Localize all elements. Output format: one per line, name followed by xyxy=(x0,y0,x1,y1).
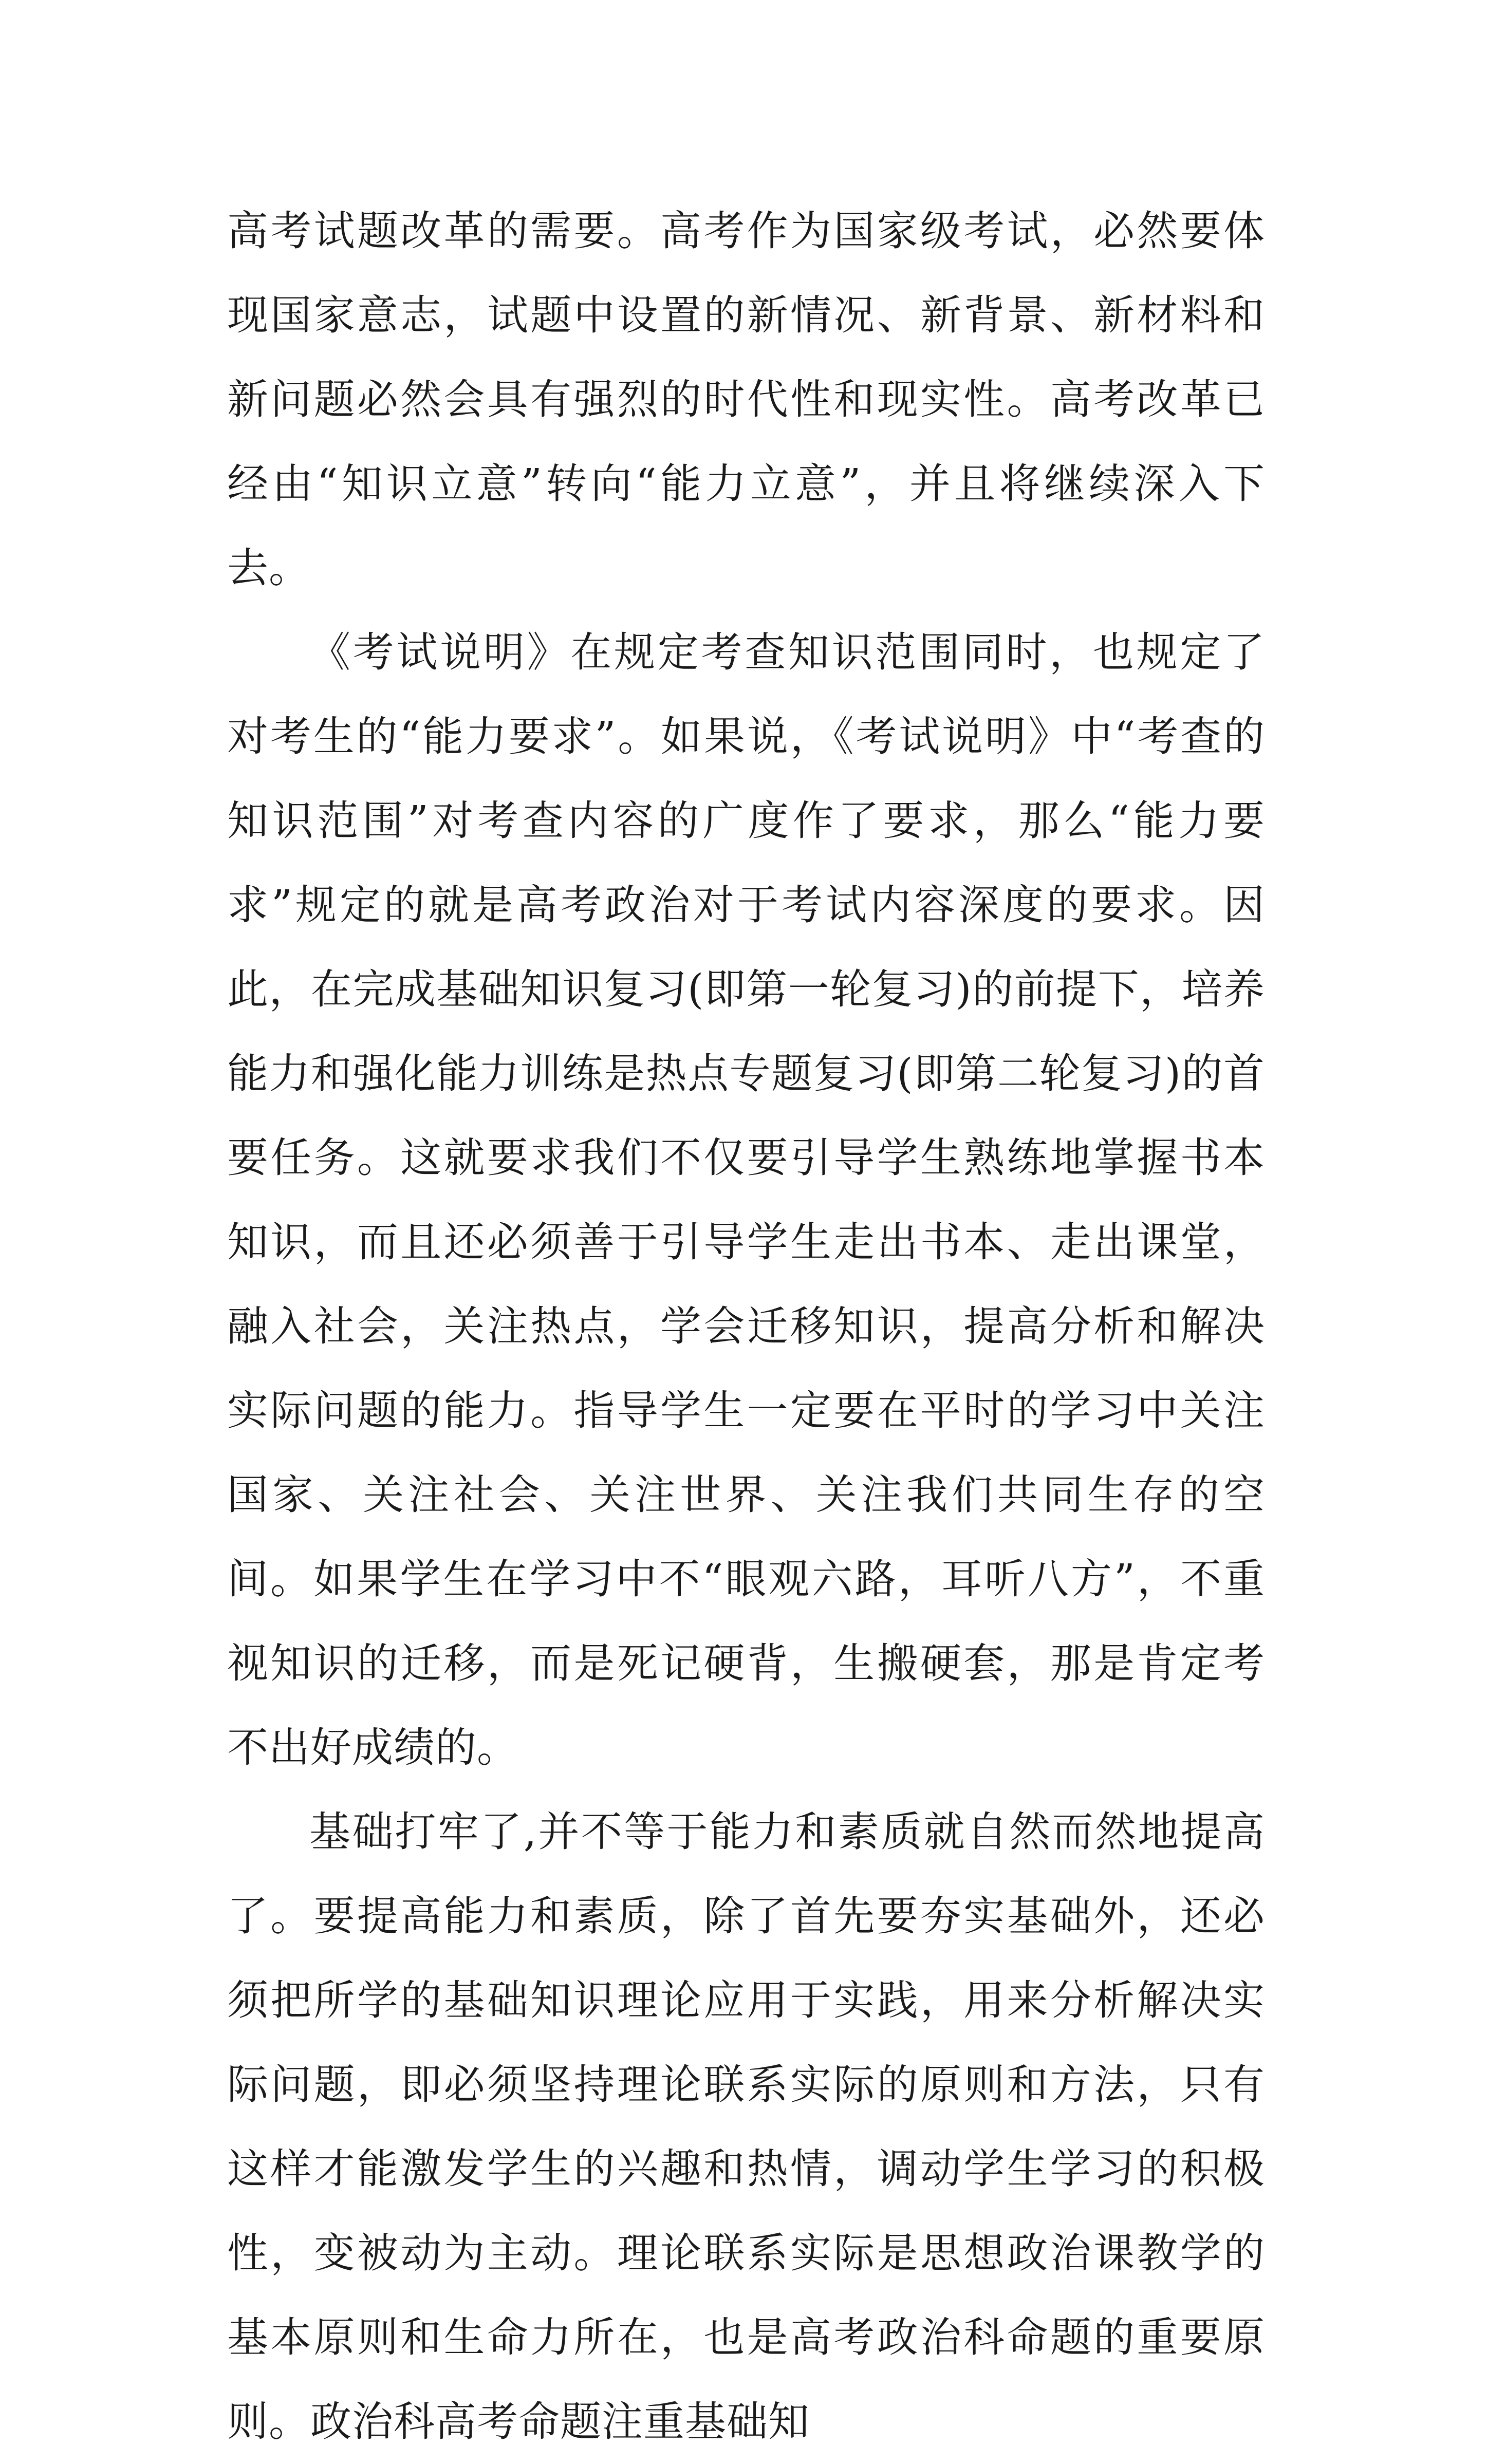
body-text xyxy=(227,189,1265,2464)
paragraph: 基础打牢了,并不等于能力和素质就自然而然地提高了。要提高能力和素质，除了首先要夯实基础外，还必须把所学的基础知识理论应用于实践，用来分析解决实际问题，即必须坚持理论联系实际的原则和方法，只有这样才能激发学生的兴趣和热情，调动学生学习的积极性，变被动为主动。理论联系实际是思想政治课教学的基本原则和生命力所在，也是高考政治科命题的重要原则。政治科高考命题注重基础知 xyxy=(227,1808,1265,2446)
paragraph: 高考试题改革的需要。高考作为国家级考试，必然要体现国家意志，试题中设置的新情况、新背景、新材料和新问题必然会具有强烈的时代性和现实性。高考改革已经由“知识立意”转向“能力立意”，并且将继续深入下去。 xyxy=(227,207,1265,592)
paragraph: 《考试说明》在规定考查知识范围同时，也规定了对考生的“能力要求”。如果说，《考试说明》中“考查的知识范围”对考查内容的广度作了要求，那么“能力要求”规定的就是高考政治对于考试内容深度的要求。因此，在完成基础知识复习(即第一轮复习)的前提下，培养能力和强化能力训练是热点专题复习(即第二轮复习)的首要任务。这就要求我们不仅要引导学生熟练地掌握书本知识，而且还必须善于引导学生走出书本、走出课堂，融入社会，关注热点，学会迁移知识，提高分析和解决实际问题的能力。指导学生一定要在平时的学习中关注国家、关注社会、关注世界、关注我们共同生存的空间。如果学生在学习中不“眼观六路，耳听八方”，不重视知识的迁移，而是死记硬背，生搬硬套，那是肯定考不出好成绩的。 xyxy=(227,628,1265,1771)
